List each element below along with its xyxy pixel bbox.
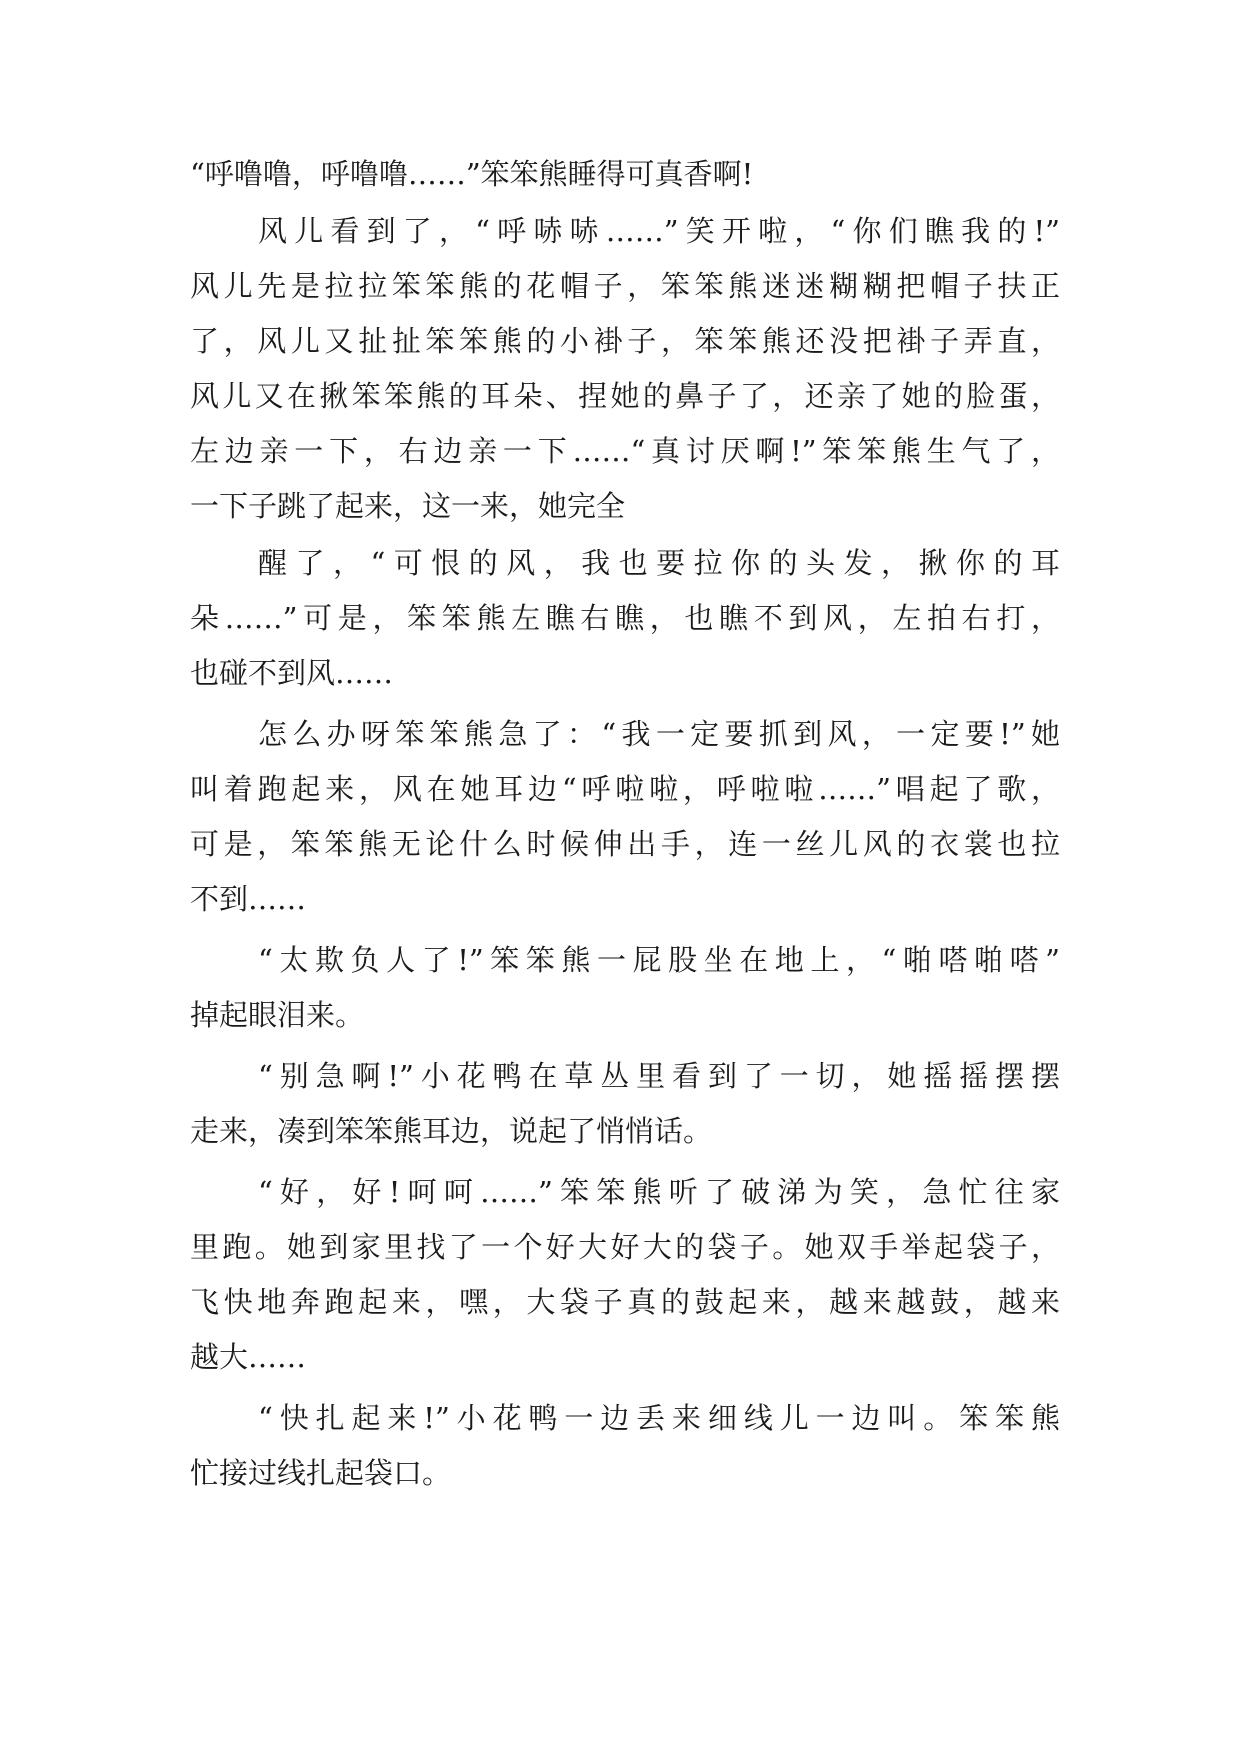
text-line: 不到…… bbox=[190, 882, 307, 916]
text-line: 朵……”可是，笨笨熊左瞧右瞧，也瞧不到风，左拍右打， bbox=[190, 601, 1060, 635]
text-line: 一下子跳了起来，这一来，她完全 bbox=[190, 489, 626, 523]
text-line: “好，好!呵呵……”笨笨熊听了破涕为笑，急忙往家 bbox=[258, 1175, 1060, 1209]
text-line: 左边亲一下，右边亲一下……“真讨厌啊!”笨笨熊生气了， bbox=[190, 434, 1060, 468]
text-line: 怎么办呀笨笨熊急了：“我一定要抓到风，一定要!”她 bbox=[258, 717, 1060, 751]
text-line: 醒了，“可恨的风，我也要拉你的头发，揪你的耳 bbox=[258, 546, 1060, 580]
text-line: 风儿先是拉拉笨笨熊的花帽子，笨笨熊迷迷糊糊把帽子扶正 bbox=[190, 269, 1060, 303]
text-line: 走来，凑到笨笨熊耳边，说起了悄悄话。 bbox=[190, 1114, 713, 1148]
text-line: 可是，笨笨熊无论什么时候伸出手，连一丝儿风的衣裳也拉 bbox=[190, 827, 1060, 861]
text-line: 里跑。她到家里找了一个好大好大的袋子。她双手举起袋子， bbox=[190, 1230, 1060, 1264]
text-line: 掉起眼泪来。 bbox=[190, 998, 365, 1032]
text-line: 风儿看到了，“呼哧哧……”笑开啦，“你们瞧我的!” bbox=[258, 214, 1060, 248]
text-line: 也碰不到风…… bbox=[190, 656, 394, 690]
text-line: “呼噜噜，呼噜噜……”笨笨熊睡得可真香啊! bbox=[190, 157, 754, 191]
text-line: 飞快地奔跑起来，嘿，大袋子真的鼓起来，越来越鼓，越来 bbox=[190, 1285, 1060, 1319]
text-line: 越大…… bbox=[190, 1340, 307, 1374]
text-line: “别急啊!”小花鸭在草丛里看到了一切，她摇摇摆摆 bbox=[258, 1059, 1060, 1093]
text-line: 叫着跑起来，风在她耳边“呼啦啦，呼啦啦……”唱起了歌， bbox=[190, 772, 1060, 806]
text-line: “快扎起来!”小花鸭一边丢来细线儿一边叫。笨笨熊 bbox=[258, 1401, 1060, 1435]
text-line: 风儿又在揪笨笨熊的耳朵、捏她的鼻子了，还亲了她的脸蛋， bbox=[190, 379, 1060, 413]
text-line: 忙接过线扎起袋口。 bbox=[190, 1456, 452, 1490]
text-line: 了，风儿又扯扯笨笨熊的小褂子，笨笨熊还没把褂子弄直， bbox=[190, 324, 1060, 358]
text-line: “太欺负人了!”笨笨熊一屁股坐在地上，“啪嗒啪嗒” bbox=[258, 943, 1060, 977]
